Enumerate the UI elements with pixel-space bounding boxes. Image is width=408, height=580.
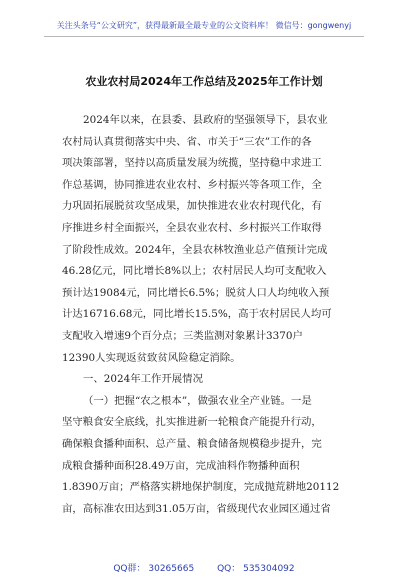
body-line: 亩，高标准农田达到31.05万亩，省级现代农业园区通过省 <box>62 502 331 515</box>
body-line: 1.8390万亩；严格落实耕地保护制度，完成抛荒耕地20112 <box>62 481 340 494</box>
body-line: 成粮食播种面积28.49万亩，完成油料作物播种面积 <box>62 459 300 472</box>
body-line: 确保粮食播种面积、总产量、粮食储备规模稳步提升，完 <box>62 437 322 450</box>
body-line: 农村局认真贯彻落实中央、省、市关于“三农”工作的各 <box>62 135 312 148</box>
header-divider <box>44 36 364 37</box>
document-body <box>62 110 348 520</box>
footer-contact <box>0 561 408 574</box>
body-line: 2024年以来，在县委、县政府的坚强领导下，县农业 <box>83 114 328 126</box>
body-line: 坚守粮食安全底线，扎实推进新一轮粮食产能提升行动， <box>62 416 322 429</box>
body-line: 计达16716.68元，同比增长15.5%，高于农村居民人均可 <box>62 308 332 321</box>
header-note: 关注头条号“公文研究”，获得最新最全最专业的公文资料库！ 微信号：gongwenyj <box>56 21 352 30</box>
body-line: 序推进乡村全面振兴，全县农业农村、乡村振兴工作取得 <box>62 221 322 234</box>
body-line: 了阶段性成效。2024年，全县农林牧渔业总产值预计完成 <box>62 243 328 256</box>
body-line: 作总基调，协同推进农业农村、乡村振兴等各项工作，全 <box>62 178 322 191</box>
body-line: 预计达19084元，同比增长6.5%；脱贫人口人均纯收入预 <box>62 286 330 299</box>
footer-qq-number: QQ： 535304092 <box>217 564 295 574</box>
body-line: 支配收入增速9个百分点；三类监测对象累计3370户 <box>62 329 303 342</box>
body-line: 一、2024年工作开展情况 <box>83 373 203 386</box>
body-line: （一）把握“农之根本”，做强农业全产业链。一是 <box>83 394 312 407</box>
body-line: 46.28亿元，同比增长8%以上；农村居民人均可支配收入 <box>62 265 327 278</box>
body-line: 12390人实现返贫致贫风险稳定消除。 <box>62 351 241 364</box>
footer-qq-group: QQ群： 30265665 <box>113 564 195 574</box>
body-line: 力巩固拓展脱贫攻坚成果，加快推进农业农村现代化，有 <box>62 200 322 213</box>
body-line: 项决策部署，坚持以高质量发展为统揽，坚持稳中求进工 <box>62 157 322 170</box>
document-title: 农业农村局2024年工作总结及2025年工作计划 <box>85 75 323 88</box>
